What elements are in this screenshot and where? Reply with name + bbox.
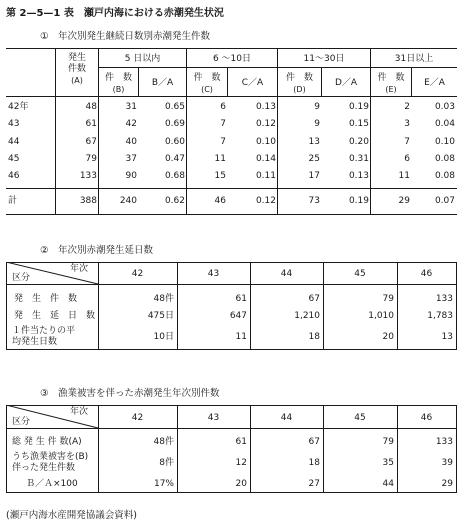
row-year-label: 42年: [8, 102, 29, 112]
table-cell: 90: [125, 171, 137, 181]
group-header-4: 31日以上: [394, 54, 434, 64]
year-header: 43: [207, 269, 220, 279]
total-cell: 73: [308, 196, 320, 206]
sub-count-label-2: 件 数: [193, 73, 221, 83]
table-cell: 1,210: [294, 311, 320, 321]
table-cell: 0.08: [434, 171, 455, 181]
table-cell: 0.08: [434, 154, 455, 164]
table1-caption: ① 年次別発生継続日数別赤潮発生件数: [40, 31, 211, 42]
row-label: 伴った発生件数: [12, 463, 76, 473]
table-cell: 17%: [153, 479, 174, 489]
table-cell: 44: [382, 479, 394, 489]
row-label: うち漁業被害を(B): [12, 452, 89, 462]
table-cell: 0.12: [255, 119, 276, 129]
table-cell: 0.13: [255, 102, 276, 112]
sub-count-mark-1: (B): [112, 85, 125, 94]
table-cell: 8件: [159, 458, 174, 468]
table-cell: 12: [235, 458, 247, 468]
row-year-label: 43: [8, 119, 20, 129]
table-cell: 0.60: [164, 137, 185, 147]
sub-count-mark-2: (C): [201, 85, 213, 94]
row-label: 均発生日数: [12, 337, 58, 347]
table-cell: 61: [235, 294, 247, 304]
table-cell: 0.10: [434, 137, 455, 147]
table-cell: 0.15: [348, 119, 369, 129]
table-cell: 0.11: [255, 171, 276, 181]
table-cell: 6: [404, 154, 410, 164]
table-cell: 9: [314, 102, 320, 112]
table-cell: 0.14: [255, 154, 276, 164]
sub-count-label-1: 件 数: [104, 73, 132, 83]
table-cell: 133: [435, 294, 453, 304]
total-cell: 46: [214, 196, 226, 206]
table-cell: 7: [220, 137, 226, 147]
year-header: 44: [280, 269, 293, 279]
table-cell: 0.69: [164, 119, 185, 129]
table-cell: 31: [125, 102, 137, 112]
total-cell: 29: [398, 196, 410, 206]
table-cell: 27: [308, 479, 320, 489]
row-label: 発 生 延 日 数: [14, 311, 96, 321]
table3-corner-top: 年次: [70, 407, 89, 417]
table-cell: 0.13: [348, 171, 369, 181]
col-total-label-1: 発生: [67, 53, 86, 63]
page-title: 第 2—5—1 表 瀬戸内海における赤潮発生状況: [6, 8, 224, 19]
table-cell: 42: [125, 119, 137, 129]
table-cell: 48件: [153, 437, 174, 447]
total-cell: 0.19: [348, 196, 369, 206]
row-label: 発 生 件 数: [14, 294, 78, 304]
table-cell: 67: [308, 294, 320, 304]
table-cell: 13: [308, 137, 320, 147]
table-cell: 15: [214, 171, 226, 181]
year-header: 46: [420, 269, 433, 279]
table-cell: 475日: [147, 311, 174, 321]
table-cell: 37: [125, 154, 137, 164]
row-year-label: 44: [8, 137, 20, 147]
table-cell: 0.19: [348, 102, 369, 112]
table-cell: 6: [220, 102, 226, 112]
row-year-label: 46: [8, 171, 20, 181]
sub-count-mark-4: (E): [385, 85, 397, 94]
table-cell: 20: [235, 479, 247, 489]
table-cell: 29: [441, 479, 453, 489]
table-cell: 18: [308, 332, 320, 342]
sub-count-label-4: 件 数: [377, 73, 405, 83]
year-header: 46: [420, 413, 433, 423]
table-cell: 79: [85, 154, 97, 164]
year-header: 43: [207, 413, 220, 423]
table-cell: 0.10: [255, 137, 276, 147]
table-cell: 67: [85, 137, 97, 147]
sub-ratio-2: C／A: [241, 78, 264, 88]
row-label: 総 発 生 件 数(A): [12, 437, 82, 447]
year-header: 42: [131, 269, 144, 279]
table-cell: 48: [85, 102, 97, 112]
sub-ratio-3: D／A: [334, 78, 358, 88]
table-cell: 13: [441, 332, 453, 342]
table3-corner-bottom: 区分: [12, 417, 31, 427]
table-cell: 0.20: [348, 137, 369, 147]
table2-corner-bottom: 区分: [12, 273, 31, 283]
sub-count-mark-3: (D): [293, 85, 306, 94]
table-cell: 1,010: [368, 311, 394, 321]
table-cell: 1,783: [427, 311, 453, 321]
table-cell: 67: [308, 437, 320, 447]
year-header: 44: [280, 413, 293, 423]
sub-ratio-4: E／A: [424, 78, 445, 88]
total-cell: 240: [119, 196, 137, 206]
table-cell: 0.68: [164, 171, 185, 181]
table2-corner-top: 年次: [70, 264, 89, 274]
table-cell: 79: [382, 294, 394, 304]
total-cell: 388: [79, 196, 97, 206]
table-cell: 11: [235, 332, 247, 342]
table-cell: 9: [314, 119, 320, 129]
table-cell: 61: [85, 119, 97, 129]
table-cell: 3: [404, 119, 410, 129]
table-cell: 11: [214, 154, 226, 164]
row-label: １件当たりの平: [12, 326, 76, 336]
row-label: Ｂ／Ａ×100: [26, 479, 78, 489]
table-cell: 0.65: [164, 102, 185, 112]
source-note: (瀬戸内海水産開発協議会資料): [6, 510, 137, 521]
table-cell: 61: [235, 437, 247, 447]
sub-ratio-1: B／A: [151, 78, 174, 88]
total-row-label: 計: [8, 196, 18, 206]
row-year-label: 45: [8, 154, 20, 164]
col-total-label-2: 件数: [67, 64, 86, 74]
group-header-1: 5 日以内: [124, 54, 161, 64]
table-cell: 647: [229, 311, 247, 321]
table-cell: 0.03: [434, 102, 455, 112]
table-cell: 0.31: [348, 154, 369, 164]
table-cell: 7: [404, 137, 410, 147]
group-header-3: 11〜30日: [303, 54, 345, 64]
table-cell: 10日: [153, 332, 174, 342]
table-cell: 11: [398, 171, 410, 181]
table-cell: 7: [220, 119, 226, 129]
table-cell: 39: [441, 458, 453, 468]
year-header: 45: [354, 269, 366, 279]
table-cell: 0.04: [434, 119, 455, 129]
table3-caption: ③ 漁業被害を伴った赤潮発生年次別件数: [40, 388, 220, 399]
table-cell: 2: [404, 102, 410, 112]
table-cell: 133: [79, 171, 97, 181]
group-header-2: 6 〜10日: [212, 54, 252, 64]
col-total-label-3: (A): [71, 76, 83, 85]
table-cell: 48件: [153, 294, 174, 304]
table-cell: 0.47: [164, 154, 185, 164]
table-cell: 25: [308, 154, 320, 164]
year-header: 45: [354, 413, 366, 423]
total-cell: 0.07: [434, 196, 455, 206]
year-header: 42: [131, 413, 144, 423]
total-cell: 0.12: [255, 196, 276, 206]
table-cell: 17: [308, 171, 320, 181]
total-cell: 0.62: [164, 196, 185, 206]
table-cell: 20: [382, 332, 394, 342]
table2-caption: ② 年次別赤潮発生延日数: [40, 245, 154, 256]
table-cell: 133: [435, 437, 453, 447]
table-cell: 18: [308, 458, 320, 468]
table-cell: 79: [382, 437, 394, 447]
table-cell: 35: [382, 458, 394, 468]
table-cell: 40: [125, 137, 137, 147]
sub-count-label-3: 件 数: [285, 73, 313, 83]
